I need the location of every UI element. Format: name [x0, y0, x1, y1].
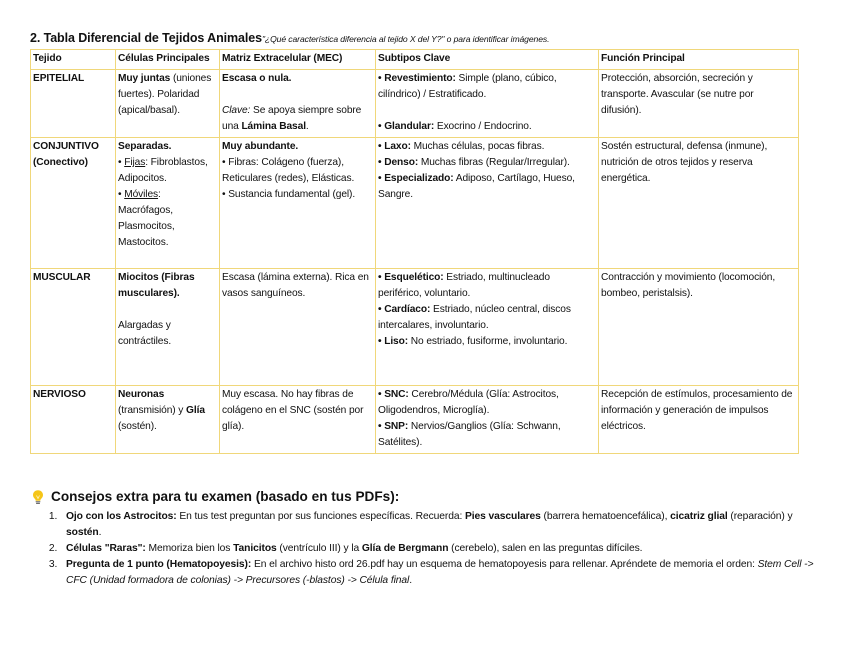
function-cell: Contracción y movimiento (locomoción, bombeo, peristalsis).	[599, 269, 799, 386]
function-cell: Sostén estructural, defensa (inmune), nutrición de otros tejidos y reserva energética.	[599, 138, 799, 269]
table-row-nervioso	[31, 386, 799, 454]
subtypes-cell: • Laxo: Muchas células, pocas fibras. • Denso: Muchas fibras (Regular/Irregular). • Especializado: Adiposo, Cartílago, Hueso, Sangre.	[376, 138, 599, 269]
list-item: 1. Ojo con los Astrocitos: En tus test preguntan por sus funciones específicas. Recuerda: Pies vasculares (barrera hematoencefálica), cicatriz glial (reparación) y sostén.	[60, 509, 820, 541]
tips-list	[30, 509, 820, 589]
list-item: 3. Pregunta de 1 punto (Hematopoyesis): En el archivo histo ord 26.pdf hay un esquema de hematopoyesis para rellenar. Apréndete de memoria el orden: Stem Cell -> CFC (Unidad formadora de colonias) -> Precursores (-blastos) -> Célula final.	[60, 557, 820, 589]
tissue-name: MUSCULAR	[31, 269, 116, 386]
table-row-epitelial	[31, 70, 799, 138]
cells-cell: Neuronas (transmisión) y Glía (sostén).	[116, 386, 220, 454]
function-cell: Protección, absorción, secreción y transporte. Avascular (se nutre por difusión).	[599, 70, 799, 138]
table-row-muscular	[31, 269, 799, 386]
tips-heading-row	[30, 488, 820, 506]
header-matriz: Matriz Extracelular (MEC)	[220, 50, 376, 70]
tips-heading: Consejos extra para tu examen (basado en tus PDFs):	[51, 489, 400, 504]
table-header-row	[31, 50, 799, 70]
tissue-table	[30, 49, 799, 454]
header-celulas: Células Principales	[116, 50, 220, 70]
tissue-name: CONJUNTIVO (Conectivo)	[31, 138, 116, 269]
cells-cell: Separadas. • Fijas: Fibroblastos, Adipocitos. • Móviles: Macrófagos, Plasmocitos, Mastocitos.	[116, 138, 220, 269]
cells-cell: Muy juntas (uniones fuertes). Polaridad (apical/basal).	[116, 70, 220, 138]
mec-cell: Escasa o nula. Clave: Se apoya siempre sobre una Lámina Basal.	[220, 70, 376, 138]
tissue-name: NERVIOSO	[31, 386, 116, 454]
tissue-name: EPITELIAL	[31, 70, 116, 138]
section-subtitle: "¿Qué característica diferencia al tejido X del Y?" o para identificar imágenes.	[261, 34, 550, 44]
subtypes-cell: • SNC: Cerebro/Médula (Glía: Astrocitos, Oligodendros, Microglía). • SNP: Nervios/Ganglios (Glía: Schwann, Satélites).	[376, 386, 599, 454]
mec-cell: Muy abundante. • Fibras: Colágeno (fuerza), Reticulares (redes), Elásticas. • Sustancia fundamental (gel).	[220, 138, 376, 269]
mec-cell: Escasa (lámina externa). Rica en vasos sanguíneos.	[220, 269, 376, 386]
function-cell: Recepción de estímulos, procesamiento de información y generación de impulsos eléctricos.	[599, 386, 799, 454]
header-subtipos: Subtipos Clave	[376, 50, 599, 70]
header-tejido: Tejido	[31, 50, 116, 70]
subtypes-cell: • Esquelético: Estriado, multinucleado periférico, voluntario. • Cardíaco: Estriado, núcleo central, discos intercalares, involuntario. • Liso: No estriado, fusiforme, involuntario.	[376, 269, 599, 386]
table-row-conjuntivo	[31, 138, 799, 269]
header-funcion: Función Principal	[599, 50, 799, 70]
section-title: 2. Tabla Diferencial de Tejidos Animales	[30, 31, 262, 45]
document-page	[30, 30, 798, 454]
cells-cell: Miocitos (Fibras musculares). Alargadas y contráctiles.	[116, 269, 220, 386]
section-title-row	[30, 30, 798, 47]
mec-cell: Muy escasa. No hay fibras de colágeno en el SNC (sostén por glía).	[220, 386, 376, 454]
subtypes-cell: • Revestimiento: Simple (plano, cúbico, cilíndrico) / Estratificado. • Glandular: Exocrino / Endocrino.	[376, 70, 599, 138]
tips-section	[30, 488, 820, 589]
list-item: 2. Células "Raras": Memoriza bien los Tanicitos (ventrículo III) y la Glía de Bergmann (cerebelo), salen en las preguntas difíciles.	[60, 541, 820, 557]
lightbulb-icon	[30, 489, 46, 505]
